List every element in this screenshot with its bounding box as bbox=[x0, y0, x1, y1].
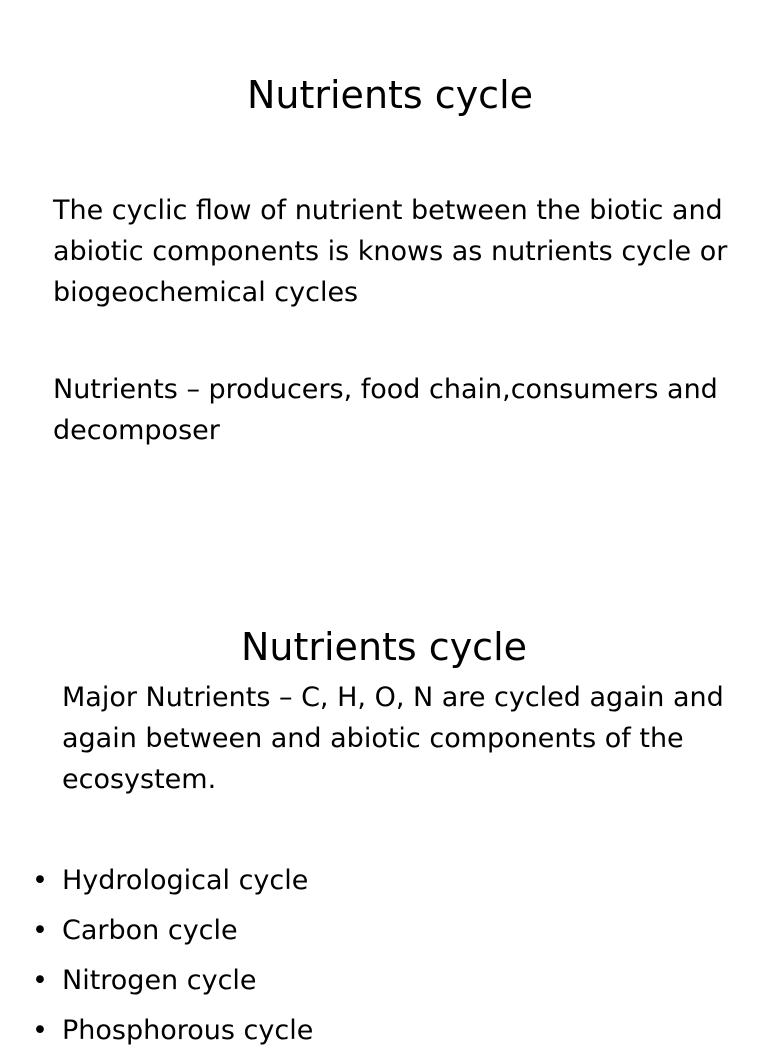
bullet-icon: • bbox=[32, 965, 48, 996]
major-nutrients-paragraph: Major Nutrients – C, H, O, N are cycled again and again between and abiotic components of the ecosystem. bbox=[62, 682, 724, 795]
slide-1 bbox=[0, 0, 768, 512]
list-item-label: Hydrological cycle bbox=[62, 865, 309, 896]
list-item-label: Carbon cycle bbox=[62, 915, 238, 946]
slide-title: Nutrients cycle bbox=[246, 73, 534, 117]
definition-paragraph: The cyclic flow of nutrient between the biotic and abiotic components is knows as nutrients cycle or biogeochemical cycles bbox=[53, 195, 728, 308]
list-item bbox=[30, 856, 313, 906]
list-item-label: Phosphorous cycle bbox=[62, 1015, 314, 1046]
bullet-icon: • bbox=[32, 915, 48, 946]
cycle-list bbox=[30, 856, 313, 1056]
list-item-label: Nitrogen cycle bbox=[62, 965, 257, 996]
bullet-icon: • bbox=[32, 1015, 48, 1046]
list-item bbox=[30, 906, 313, 956]
slide-title: Nutrients cycle bbox=[240, 625, 528, 669]
bullet-icon: • bbox=[32, 865, 48, 896]
list-item bbox=[30, 1006, 313, 1056]
slide-2 bbox=[0, 512, 768, 1046]
list-item bbox=[30, 956, 313, 1006]
nutrients-paragraph: Nutrients – producers, food chain,consumers and decomposer bbox=[53, 374, 718, 446]
